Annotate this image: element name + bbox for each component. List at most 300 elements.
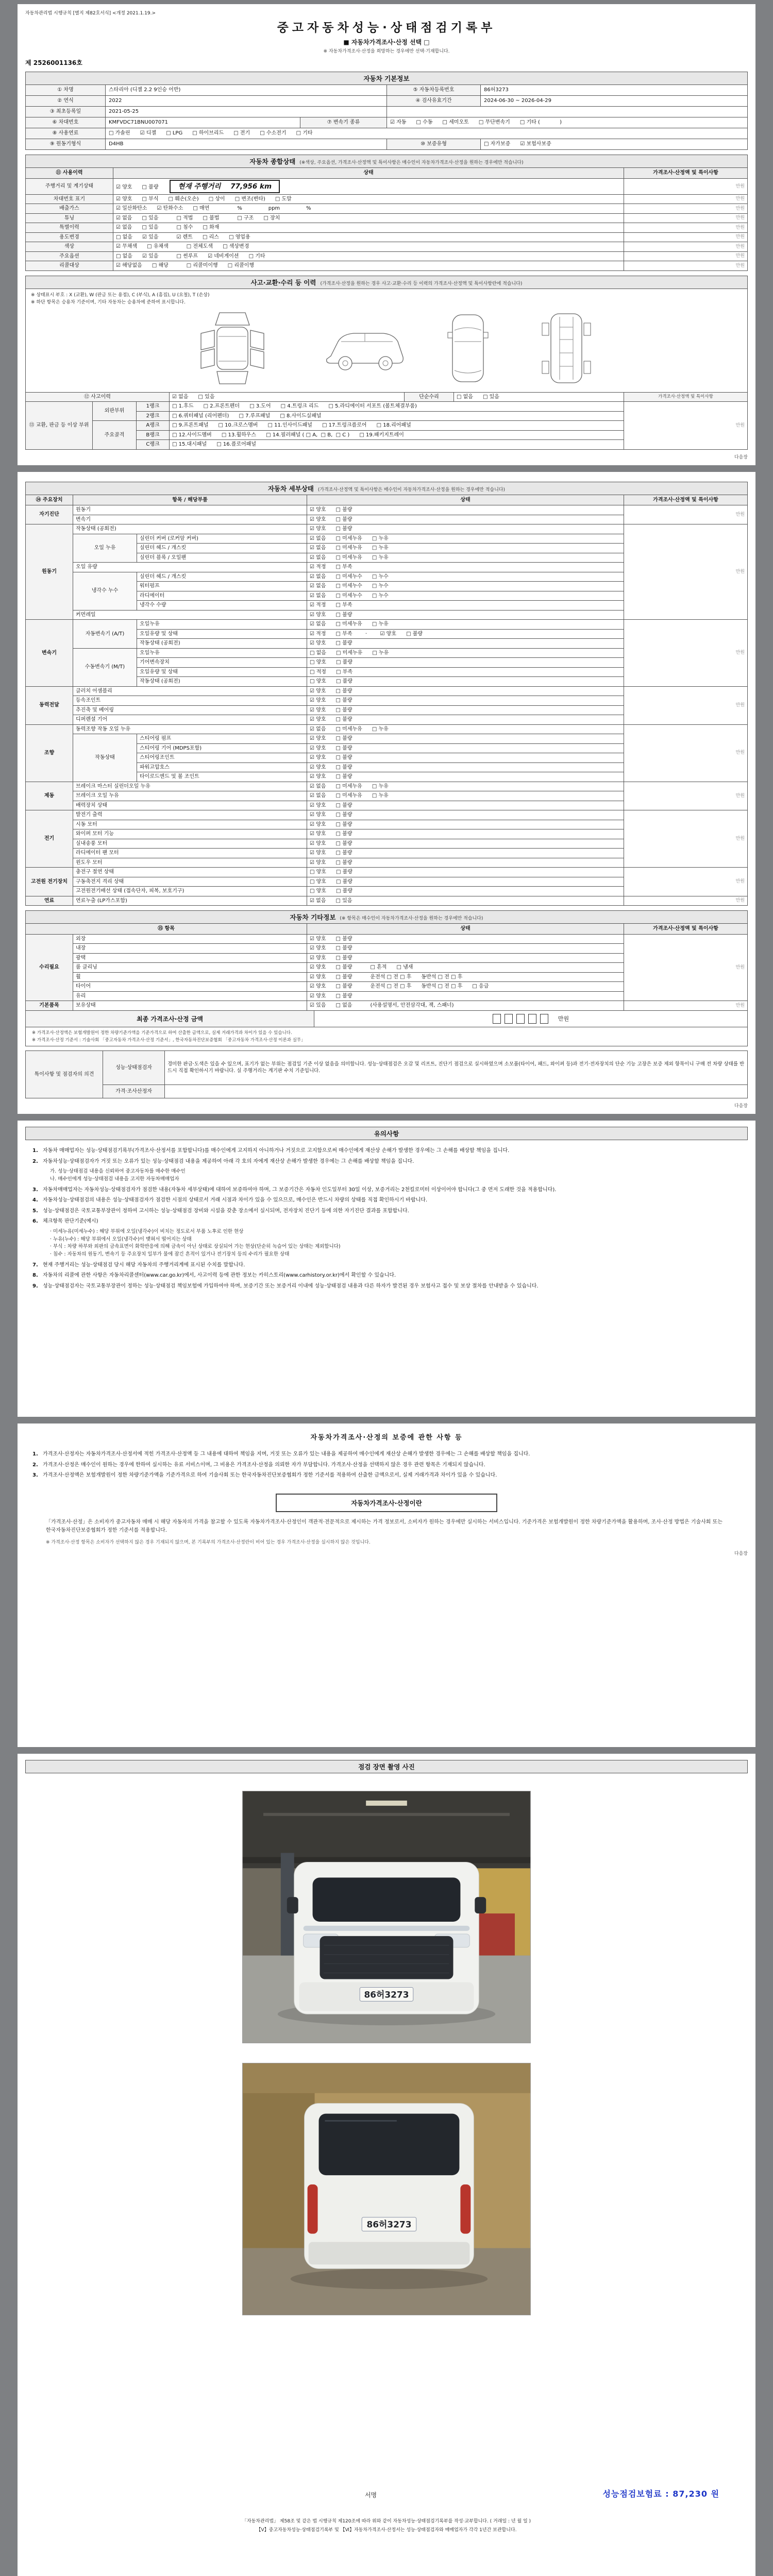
- status-cell: □ 적정 □ 부족: [307, 667, 624, 677]
- appraiser-role-label: 가격·조사산정자: [103, 1085, 165, 1098]
- notice-number: 3.: [32, 1472, 38, 1479]
- price-digit-boxes: [493, 1014, 552, 1024]
- opinion-row-appraiser: [26, 1085, 748, 1098]
- device-label: 전기: [26, 810, 73, 868]
- status-cell: [113, 251, 624, 261]
- table-row: [26, 242, 748, 252]
- price-cell: 만원: [624, 810, 748, 868]
- table-row: [26, 934, 748, 944]
- form-reference: 자동차관리법 시행규칙 [별지 제82호서식] <개정 2021.1.19.>: [25, 11, 156, 16]
- notice-number: 5.: [32, 1208, 38, 1214]
- document-number: 제 2526001136호: [25, 59, 82, 66]
- notice-text: 성능·상태점검자는 국토교통부장관이 정하는 성능·상태점검 책임보험에 가입하여야 하며, 보증기간 또는 보증거리 이내에 성능·상태점검 내용과 다른 하자가 발견된 경우 보험사고 접수 및 보상 절차를 안내받을 수 있습니다.: [43, 1283, 539, 1289]
- table-row: [26, 178, 748, 194]
- column-header: 항목 / 해당부품: [73, 495, 307, 505]
- item-label: 실린더 헤드 / 개스킷: [137, 572, 307, 582]
- simple-repair-status: □ 없음 □ 있음: [454, 392, 624, 402]
- checkbox-options: □ 없음 ☑ 있음 □ 썬루프 ☑ 네비게이션 □ 기타: [116, 253, 265, 259]
- status-cell: ☑ 양호 □ 불량: [307, 715, 624, 725]
- row-label: 배출가스: [26, 204, 113, 214]
- item-label: 작동상태 (공회전): [137, 639, 307, 649]
- status-cell: [113, 242, 624, 252]
- item-label: 광택: [73, 953, 307, 963]
- status-cell: □ 양호 □ 불량: [307, 887, 624, 896]
- notice-text: 현재 주행거리는 성능·상태점검 당시 해당 자동차의 주행거리계에 표시된 수치를 말합니다.: [43, 1262, 245, 1268]
- sheet-main-info: [18, 4, 755, 465]
- column-header: 가격조사·산정액 및 특이사항: [624, 924, 748, 935]
- status-cell: [113, 178, 624, 194]
- notice-item: [32, 1158, 741, 1166]
- rank-label: C랭크: [137, 440, 170, 450]
- accident-rank-row: [26, 402, 748, 412]
- status-cell: □ 없음 □ 미세누유 □ 누유: [307, 648, 624, 658]
- status-cell: ☑ 적정 □ 부족: [307, 601, 624, 611]
- notice-text: 자동차 매매업자는 성능·상태점검기록부(가격조사·산정서를 포함합니다)를 매수인에게 고지하지 아니하거나 거짓으로 고지함으로써 매수인에게 재산상 손해가 발생한 경우에는 그 손해를 배상할 책임을 집니다.: [43, 1148, 510, 1154]
- notice-item: [32, 1282, 741, 1291]
- item-label: 오일 유량: [73, 563, 307, 572]
- price-digit-box: [516, 1014, 525, 1024]
- status-cell: ☑ 적정 □ 부족: [307, 563, 624, 572]
- notice-number: 7.: [32, 1262, 38, 1268]
- item-label: 윈도우 모터: [73, 858, 307, 868]
- status-cell: □ 양호 □ 불량: [307, 658, 624, 668]
- status-cell: ☑ 양호 □ 불량 □ 흔적 □ 냄새: [307, 963, 624, 973]
- notice-text: 가격조사·산정은 매수인이 원하는 경우에 한하여 실시하는 유료 서비스이며, 그 비용은 가격조사·산정을 의뢰한 자가 부담합니다. 가격조사·산정을 선택하지 않은 경우 관련 항목은 기재되지 않습니다.: [43, 1462, 485, 1468]
- appraiser-opinion-text: [165, 1085, 748, 1098]
- table-row: [26, 1001, 748, 1011]
- row-label: 차대번호 표기: [26, 194, 113, 204]
- notice-subitem: · 미세누유(미세누수) : 해당 부위에 오일(냉각수)이 비치는 정도로서 부품 노후로 인한 현상: [50, 1228, 244, 1234]
- other-table-head: [26, 924, 748, 935]
- table-row: [26, 724, 748, 734]
- car-diagram-top-open: [168, 310, 297, 387]
- table-row: [26, 505, 748, 515]
- item-label: 스티어링 펌프: [137, 734, 307, 744]
- item-label: 라디에이터 팬 모터: [73, 849, 307, 858]
- notice-number: 1.: [32, 1148, 38, 1154]
- notice-item: [32, 1196, 741, 1205]
- notice-number: 2.: [32, 1158, 38, 1164]
- field-label: ② 연식: [26, 96, 105, 106]
- field-value: 86허3273: [480, 85, 747, 95]
- item-label: 스티어링조인트: [137, 753, 307, 763]
- notices-title: 유의사항: [374, 1130, 399, 1138]
- basic-info-row: [26, 117, 747, 128]
- car-diagram-side: [321, 310, 408, 387]
- field-value: 스타리아 (디젤 2.2 9인승 어반): [105, 85, 386, 95]
- price-cell: 만원: [624, 402, 748, 450]
- notice-subitem: · 침수 : 자동차의 원동기, 변속기 등 주요장치 일부가 물에 잠긴 흔적이 있거나 전기장치 등의 수리가 필요한 상태: [50, 1251, 290, 1257]
- notice-number: 4.: [32, 1197, 38, 1204]
- status-cell: ☑ 양호 □ 불량: [307, 524, 624, 534]
- detail-table-body: [26, 505, 748, 906]
- accident-history-table: [25, 392, 748, 450]
- notice-number: 6.: [32, 1218, 38, 1225]
- status-cell: [113, 232, 624, 242]
- notice-item: [32, 1461, 741, 1469]
- item-label: 타이어: [73, 982, 307, 992]
- price-digit-box: [528, 1014, 536, 1024]
- field-value: 2022: [105, 96, 386, 106]
- status-cell: ☑ 없음 □ 미세누수 □ 누수: [307, 572, 624, 582]
- table-row: [26, 896, 748, 906]
- checkbox-options: ☑ 해당없음 □ 해당 □ 리콜미이행 □ 리콜이행: [116, 263, 255, 269]
- status-cell: [113, 213, 624, 223]
- car-diagram-top-closed: [432, 310, 504, 387]
- inspection-photo-front: [242, 1791, 531, 2043]
- status-cell: ☑ 없음 □ 미세누유 □ 누유: [307, 544, 624, 553]
- price-cell: 만원: [624, 620, 748, 687]
- column-header: 가격조사·산정액 및 특이사항: [624, 168, 748, 179]
- status-cell: ☑ 양호 □ 불량: [307, 858, 624, 868]
- rank-label: A랭크: [137, 421, 170, 431]
- notice-item: [32, 1450, 741, 1459]
- device-label: 고전원 전기장치: [26, 868, 73, 896]
- status-cell: ☑ 적정 □ 부족 · ☑ 양호 □ 불량: [307, 629, 624, 639]
- notice-item: [32, 1471, 741, 1480]
- device-label: 연료: [26, 896, 73, 906]
- item-label: 충전구 절연 상태: [73, 868, 307, 877]
- field-label: ① 차명: [26, 85, 105, 95]
- notice-text: 체크항목 판단기준(예시): [43, 1218, 98, 1225]
- status-cell: ☑ 양호 □ 불량: [307, 686, 624, 696]
- subgroup-label: 오일 누유: [73, 534, 137, 563]
- inspector-opinion-text: 경미한 판금·도색은 있을 수 있으며, 표기가 없는 부위는 점검일 기준 이상 없음을 의미합니다. 성능·상태점검은 오감 및 리프트, 진단기 점검으로 실시하였으며 소모품(타이어, 패드, 와이퍼 등)과 전기·전자장치의 단순 기능 고장은 보증 제외 항목이니 구매 전 차량 상태를 반드시 직접 확인하시기 바랍니다. 실 주행거리는 계기판 수치 기준입니다.: [165, 1051, 748, 1085]
- price-cell: 만원: [624, 242, 748, 252]
- notice-item: [32, 1207, 741, 1215]
- device-label: 자기진단: [26, 505, 73, 524]
- table-row: [26, 868, 748, 877]
- basic-info-row: [26, 139, 747, 149]
- row-label: 주행거리 및 계기상태: [26, 178, 113, 194]
- notice-subitem: · 누유(누수) : 해당 부위에서 오일(냉각수)이 맺혀서 떨어지는 상태: [50, 1236, 192, 1242]
- section-title-photos: [25, 1760, 748, 1773]
- accident-title-note: (가격조사·산정을 원하는 경우 사고·교환·수리 등 이력의 가격조사·산정액 및 특이사항란에 적습니다): [320, 281, 523, 286]
- legal-footer: [25, 2517, 748, 2534]
- basis-legend: ※ 하단 항목은 승용차 기준이며, 기타 자동차는 승용차에 준하여 표시합니다.: [31, 300, 186, 306]
- item-label: 시동 모터: [73, 820, 307, 829]
- status-cell: [113, 261, 624, 271]
- table-row: [26, 620, 748, 630]
- notice-subitem: · 부식 : 차량 하부와 외판의 금속표면이 화학반응에 의해 금속이 아닌 상태로 상실되어 가는 현상(단순히 녹슬어 있는 상태는 제외합니다): [50, 1244, 341, 1250]
- table-row: [26, 782, 748, 791]
- zone-label: 외판부위: [93, 402, 137, 421]
- status-cell: [113, 194, 624, 204]
- simple-repair-label: 단순수리: [405, 392, 454, 402]
- status-cell: ☑ 없음 □ 미세누유 □ 누유: [307, 791, 624, 801]
- checkbox-options: ☑ 무채색 □ 유채색 □ 전체도색 □ 색상변경: [116, 244, 249, 250]
- item-label: 오일누유: [137, 648, 307, 658]
- field-label: ④ 검사유효기간: [386, 96, 480, 106]
- subgroup-label: 수동변속기 (M/T): [73, 648, 137, 686]
- final-price-notes: [25, 1027, 748, 1047]
- insurance-fee-label: 성능점검보험료 :: [602, 2489, 669, 2499]
- detail-table-head: [26, 495, 748, 505]
- overall-condition-table: [25, 167, 748, 271]
- item-label: 클러치 어셈블리: [73, 686, 307, 696]
- price-cell: 만원: [624, 232, 748, 242]
- item-label: 추진축 및 베어링: [73, 705, 307, 715]
- row-label: 튜닝: [26, 213, 113, 223]
- item-label: 원동기: [73, 505, 307, 515]
- field-label: ⑤ 자동차등록번호: [386, 85, 480, 95]
- status-cell: ☑ 양호 □ 불량: [307, 753, 624, 763]
- status-cell: ☑ 양호 □ 불량 운전석 □ 전 □ 후 동반석 □ 전 □ 후 □ 응급: [307, 982, 624, 992]
- item-label: 작동상태 (공회전): [73, 524, 307, 534]
- checkbox-options: □ 없음 ☑ 있음 ☑ 렌트 □ 리스 □ 영업용: [116, 234, 250, 240]
- notice-text: 자동차성능·상태점검의 내용은 성능·상태점검자가 점검한 시점의 상태로서 거래 시점과 차이가 있을 수 있으므로, 매수인은 반드시 차량의 상태를 직접 확인하시기 바랍니다.: [43, 1197, 428, 1204]
- page-title: 중고자동차성능·상태점검기록부: [277, 21, 496, 35]
- parts-label: ⑬ 교환, 판금 등 이상 부위: [26, 402, 93, 450]
- rank-items: □ 15.대시패널 □ 16.플로어패널: [170, 440, 624, 450]
- item-label: 실내송풍 모터: [73, 839, 307, 849]
- status-cell: □ 양호 □ 불량: [307, 677, 624, 687]
- item-label: 브레이크 오일 누유: [73, 791, 307, 801]
- notice-text: 자동차의 리콜에 관한 사항은 자동차리콜센터(www.car.go.kr)에서, 사고이력 등에 관한 정보는 카히스토리(www.carhistory.or.kr)에서 확인할 수 있습니다.: [43, 1273, 396, 1279]
- table-row: [26, 232, 748, 242]
- status-cell: ☑ 양호 □ 불량: [307, 810, 624, 820]
- row-label: 색상: [26, 242, 113, 252]
- status-cell: ☑ 양호 □ 불량: [307, 705, 624, 715]
- insurance-fee: [602, 2487, 719, 2499]
- detail-title: 자동차 세부상태: [267, 484, 314, 493]
- legal-footer-line2: 【Ⅴ】중고자동차성능·상태점검기록부 및 【Ⅵ】자동차가격조사·산정서는 성능·상태점검자와 매매업자가 각각 1년간 보관합니다.: [256, 2527, 517, 2533]
- checkbox-options: ☑ 없음 □ 있음 □ 적법 □ 불법 □ 구조 □ 장치: [116, 215, 280, 221]
- status-cell: ☑ 양호 □ 불량: [307, 696, 624, 706]
- subgroup-label: 작동상태: [73, 734, 137, 782]
- front-license-plate: 86허3273: [364, 1989, 409, 2000]
- status-cell: ☑ 없음 □ 미세누수 □ 누수: [307, 591, 624, 601]
- rear-license-plate: 86허3273: [366, 2219, 412, 2230]
- legal-footer-line1: 「자동차관리법」 제58조 및 같은 법 시행규칙 제120조에 따라 위와 같이 자동차성능·상태점검기록부를 작성·교부합니다. ( 거래일 : 년 월 일 ): [242, 2519, 531, 2524]
- price-appraisal-definition-box: 자동차가격조사·산정이란: [276, 1494, 497, 1512]
- field-value: ☑ 자동 □ 수동 □ 세미오토 □ 무단변속기 □ 기타 ( ): [386, 117, 747, 128]
- status-cell: ☑ 양호 □ 불량: [307, 820, 624, 829]
- field-label: ⑦ 변속기 종류: [300, 117, 386, 128]
- item-label: 워터펌프: [137, 582, 307, 591]
- price-cell: 만원: [624, 204, 748, 214]
- basic-info-table: [25, 84, 748, 150]
- item-label: 냉각수 수량: [137, 601, 307, 611]
- price-column-header: 가격조사·산정액 및 특이사항: [624, 392, 748, 402]
- header-row: [26, 495, 748, 505]
- status-cell: [113, 204, 624, 214]
- checkbox-options: ☑ 양호 □ 부식 □ 훼손(오손) □ 상이 □ 변조(변타) □ 도말: [116, 196, 292, 202]
- notice-item: [32, 1217, 741, 1226]
- status-cell: ☑ 양호 □ 불량: [307, 849, 624, 858]
- field-label: ③ 최초등록일: [26, 107, 105, 117]
- basic-info-title: 자동차 기본정보: [363, 75, 410, 82]
- price-appraisal-definition-note: ※ 가격조사·산정 항목은 소비자가 선택하지 않은 경우 기재되지 않으며, 본 기록부의 가격조사·산정란이 비어 있는 경우 가격조사·산정을 실시하지 않은 것입니다.: [46, 1539, 371, 1545]
- table-row: [26, 194, 748, 204]
- subgroup-label: 자동변속기 (A/T): [73, 620, 137, 649]
- column-header: 상태: [113, 168, 624, 179]
- status-cell: ☑ 없음 □ 미세누유 □ 누유: [307, 782, 624, 791]
- item-label: 라디에이터: [137, 591, 307, 601]
- accident-diagram-area: [25, 289, 748, 393]
- next-page-marker: 다음장: [734, 1551, 748, 1557]
- notice-number: 1.: [32, 1451, 38, 1458]
- item-label: 유리: [73, 991, 307, 1001]
- accident-history-status: ☑ 없음 □ 있음: [170, 392, 405, 402]
- price-cell: 만원: [624, 896, 748, 906]
- field-label: ⑧ 사용연료: [26, 128, 105, 139]
- car-diagrams: [31, 307, 742, 388]
- price-cell: 만원: [624, 1001, 748, 1011]
- field-value: □ 가솔린 ☑ 디젤 □ LPG □ 하이브리드 □ 전기 □ 수소전기 □ 기타: [105, 128, 747, 139]
- header-row: [26, 168, 748, 179]
- device-label: 동력전달: [26, 686, 73, 724]
- overall-title: 자동차 종합상태: [249, 158, 296, 165]
- column-header: ⑮ 항목: [26, 924, 307, 935]
- section-title-overall: [25, 155, 748, 168]
- sheet-notices: [18, 1121, 755, 1417]
- item-label: 고전원전기배선 상태 (접속단자, 피복, 보호기구): [73, 887, 307, 896]
- accident-title: 사고·교환·수리 등 이력: [250, 278, 316, 286]
- column-header: ⑪ 사용이력: [26, 168, 113, 179]
- inspection-photo-rear-wrap: [25, 2063, 748, 2315]
- status-cell: ☑ 양호 □ 불량: [307, 829, 624, 839]
- price-cell: 만원: [624, 213, 748, 223]
- price-cell: 만원: [624, 505, 748, 524]
- item-label: 발전기 출력: [73, 810, 307, 820]
- status-cell: ☑ 양호 □ 불량: [307, 639, 624, 649]
- other-table-body: [26, 934, 748, 1010]
- price-digit-box: [493, 1014, 501, 1024]
- status-cell: ☑ 양호 □ 불량: [307, 991, 624, 1001]
- item-label: 와이퍼 모터 기능: [73, 829, 307, 839]
- item-label: 변속기: [73, 515, 307, 524]
- status-cell: ☑ 양호 □ 불량: [307, 801, 624, 810]
- field-value: 2021-05-25: [105, 107, 386, 117]
- price-cell: 만원: [624, 868, 748, 896]
- price-cell: 만원: [624, 782, 748, 810]
- item-label: 브레이크 마스터 실린더오일 누유: [73, 782, 307, 791]
- section-title-notices: [25, 1127, 748, 1140]
- price-cell: 만원: [624, 178, 748, 194]
- item-label: 실린더 블록 / 오일팬: [137, 553, 307, 563]
- rank-label: B랭크: [137, 430, 170, 440]
- notice-subitem: 가. 성능·상태점검 내용을 신뢰하여 중고자동차를 매수한 매수인: [50, 1168, 186, 1175]
- zone-label: 주요골격: [93, 421, 137, 450]
- table-row: [26, 204, 748, 214]
- section-title-detail: [25, 482, 748, 495]
- rank-label: 2랭크: [137, 411, 170, 421]
- basic-info-row: [26, 95, 747, 106]
- overall-table-body: [26, 178, 748, 270]
- status-cell: ☑ 양호 □ 불량: [307, 944, 624, 954]
- status-cell: ☑ 양호 □ 불량: [307, 610, 624, 620]
- subgroup-label: 냉각수 누수: [73, 572, 137, 610]
- notice-text: 성능·상태점검은 국토교통부장관이 정하여 고시하는 성능·상태점검 장비와 시설을 갖춘 장소에서 실시되며, 전자장치 진단기 등에 의한 자기진단 결과를 포함합니다.: [43, 1208, 409, 1214]
- field-label: ⑩ 보증유형: [386, 139, 480, 149]
- status-cell: ☑ 양호 □ 불량: [307, 515, 624, 524]
- item-label: 배력장치 상태: [73, 801, 307, 810]
- device-label: 원동기: [26, 524, 73, 620]
- opinion-title-cell: 특이사항 및 점검자의 의견: [26, 1051, 103, 1098]
- rank-items: □ 1.후드 □ 2.프론트펜더 □ 3.도어 □ 4.트렁크 리드 □ 5.라디에이터 서포트 (볼트체결부품): [170, 402, 624, 412]
- status-cell: □ 양호 □ 불량: [307, 877, 624, 887]
- final-note-2: ※ 가격조사·산정 기준서 : 기술사회 「중고자동차 가격조사·산정 기준서」, 한국자동차진단보증협회 「중고자동차 가격조사·산정 이론과 실무」: [32, 1037, 306, 1043]
- status-cell: ☑ 없음 □ 미세누유 □ 누유: [307, 724, 624, 734]
- notice-item: [32, 1186, 741, 1194]
- warranty-title: 자동차가격조사·산정의 보증에 관한 사항 등: [310, 1434, 463, 1442]
- next-page-marker: 다음장: [734, 1104, 748, 1109]
- item-label: 등속조인트: [73, 696, 307, 706]
- price-cell: 만원: [624, 261, 748, 271]
- item-label: 외장: [73, 934, 307, 944]
- field-value: KMFVDC71BNU007071: [105, 117, 300, 128]
- field-label: ⑥ 차대번호: [26, 117, 105, 128]
- price-cell: 만원: [624, 724, 748, 782]
- notice-number: 8.: [32, 1273, 38, 1279]
- checkbox-options: ☑ 양호 □ 불량: [116, 184, 159, 190]
- item-label: 실린더 커버 (로커암 커버): [137, 534, 307, 544]
- status-cell: ☑ 없음 □ 미세누수 □ 누수: [307, 582, 624, 591]
- inspection-photo-rear: [242, 2063, 531, 2315]
- header-row: [26, 924, 748, 935]
- item-label: 파워고압호스: [137, 762, 307, 772]
- notice-text: 자동차성능·상태점검자가 거짓 또는 오류가 있는 성능·상태점검 내용을 제공하여 아래 각 호의 자에게 재산상 손해가 발생한 경우에는 그 손해를 배상할 책임을 집니다.: [43, 1158, 414, 1164]
- detail-title-note: (가격조사·산정액 및 특이사항은 매수인이 자동차가격조사·산정을 원하는 경우에만 적습니다): [317, 487, 506, 493]
- notice-item: [32, 1272, 741, 1280]
- table-row: [26, 213, 748, 223]
- device-label: 제동: [26, 782, 73, 810]
- checkbox-options: ☑ 없음 □ 있음 □ 침수 □ 화재: [116, 225, 220, 231]
- item-label: 실린더 헤드 / 개스킷: [137, 544, 307, 553]
- rank-items: □ 12.사이드멤버 □ 13.휠하우스 □ 14.필러패널 ( □ A, □ B, □ C ) □ 19.패키지트레이: [170, 430, 624, 440]
- accident-table-body: [26, 392, 748, 449]
- row-label: 리콜대상: [26, 261, 113, 271]
- price-select-label: ■ 자동차가격조사·산정 선택 □: [343, 39, 430, 46]
- item-label: 커먼레일: [73, 610, 307, 620]
- detail-condition-table: [25, 495, 748, 906]
- checkbox-options: ☑ 일산화탄소 ☑ 탄화수소 □ 매연 % ppm %: [116, 206, 311, 212]
- item-label: 오일유량 및 상태: [137, 667, 307, 677]
- status-cell: ☑ 양호 □ 불량: [307, 839, 624, 849]
- final-price-label: 최종 가격조사·산정 금액: [26, 1011, 314, 1027]
- final-note-1: ※ 가격조사·산정액은 보험개발원이 정한 차량기준가액을 기준가격으로 하여 산출한 금액으로, 실제 거래가격과 차이가 있을 수 있습니다.: [32, 1030, 292, 1036]
- item-label: 휠: [73, 972, 307, 982]
- field-value: D4HB: [105, 139, 386, 149]
- notice-number: 9.: [32, 1283, 38, 1289]
- price-cell: 만원: [624, 524, 748, 620]
- price-cell: 만원: [624, 251, 748, 261]
- device-label: 변속기: [26, 620, 73, 687]
- field-label: ⑨ 원동기형식: [26, 139, 105, 149]
- notice-number: 2.: [32, 1462, 38, 1468]
- column-header: ⑭ 주요장치: [26, 495, 73, 505]
- final-price-value: [314, 1011, 747, 1027]
- opinion-row-inspector: [26, 1051, 748, 1085]
- state-mark-legend: ※ 상태표시 부호 : X (교환), W (판금 또는 용접), C (부식), A (흠집), U (요철), T (손상): [31, 292, 210, 298]
- row-label: 특별이력: [26, 223, 113, 233]
- accident-history-row: [26, 392, 748, 402]
- field-value: 2024-06-30 ~ 2026-04-29: [480, 96, 747, 106]
- row-label: 용도변경: [26, 232, 113, 242]
- notice-text: 가격조사·산정자는 자동차가격조사·산정서에 적힌 가격조사·산정액 등 그 내용에 대하여 책임을 지며, 거짓 또는 오류가 있는 내용을 제공하여 매수인에게 재산상 손해가 발생한 경우에는 그 손해를 배상할 책임을 집니다.: [43, 1451, 530, 1458]
- item-label: 기어변속장치: [137, 658, 307, 668]
- sheet-detail-state: [18, 472, 755, 1114]
- other-title: 자동차 기타정보: [290, 913, 336, 921]
- notices-list: [25, 1140, 748, 1295]
- row-label: 주요옵션: [26, 251, 113, 261]
- table-row: [26, 251, 748, 261]
- notice-text: 가격조사·산정액은 보험개발원이 정한 차량기준가액을 기준가격으로 하여 기술사회 또는 한국자동차진단보증협회가 정한 기준서를 적용하여 산출한 금액으로서, 실제 거래가격과 차이가 있을 수 있습니다.: [43, 1472, 497, 1479]
- price-cell: 만원: [624, 194, 748, 204]
- price-digit-box: [540, 1014, 548, 1024]
- rank-label: 1랭크: [137, 402, 170, 412]
